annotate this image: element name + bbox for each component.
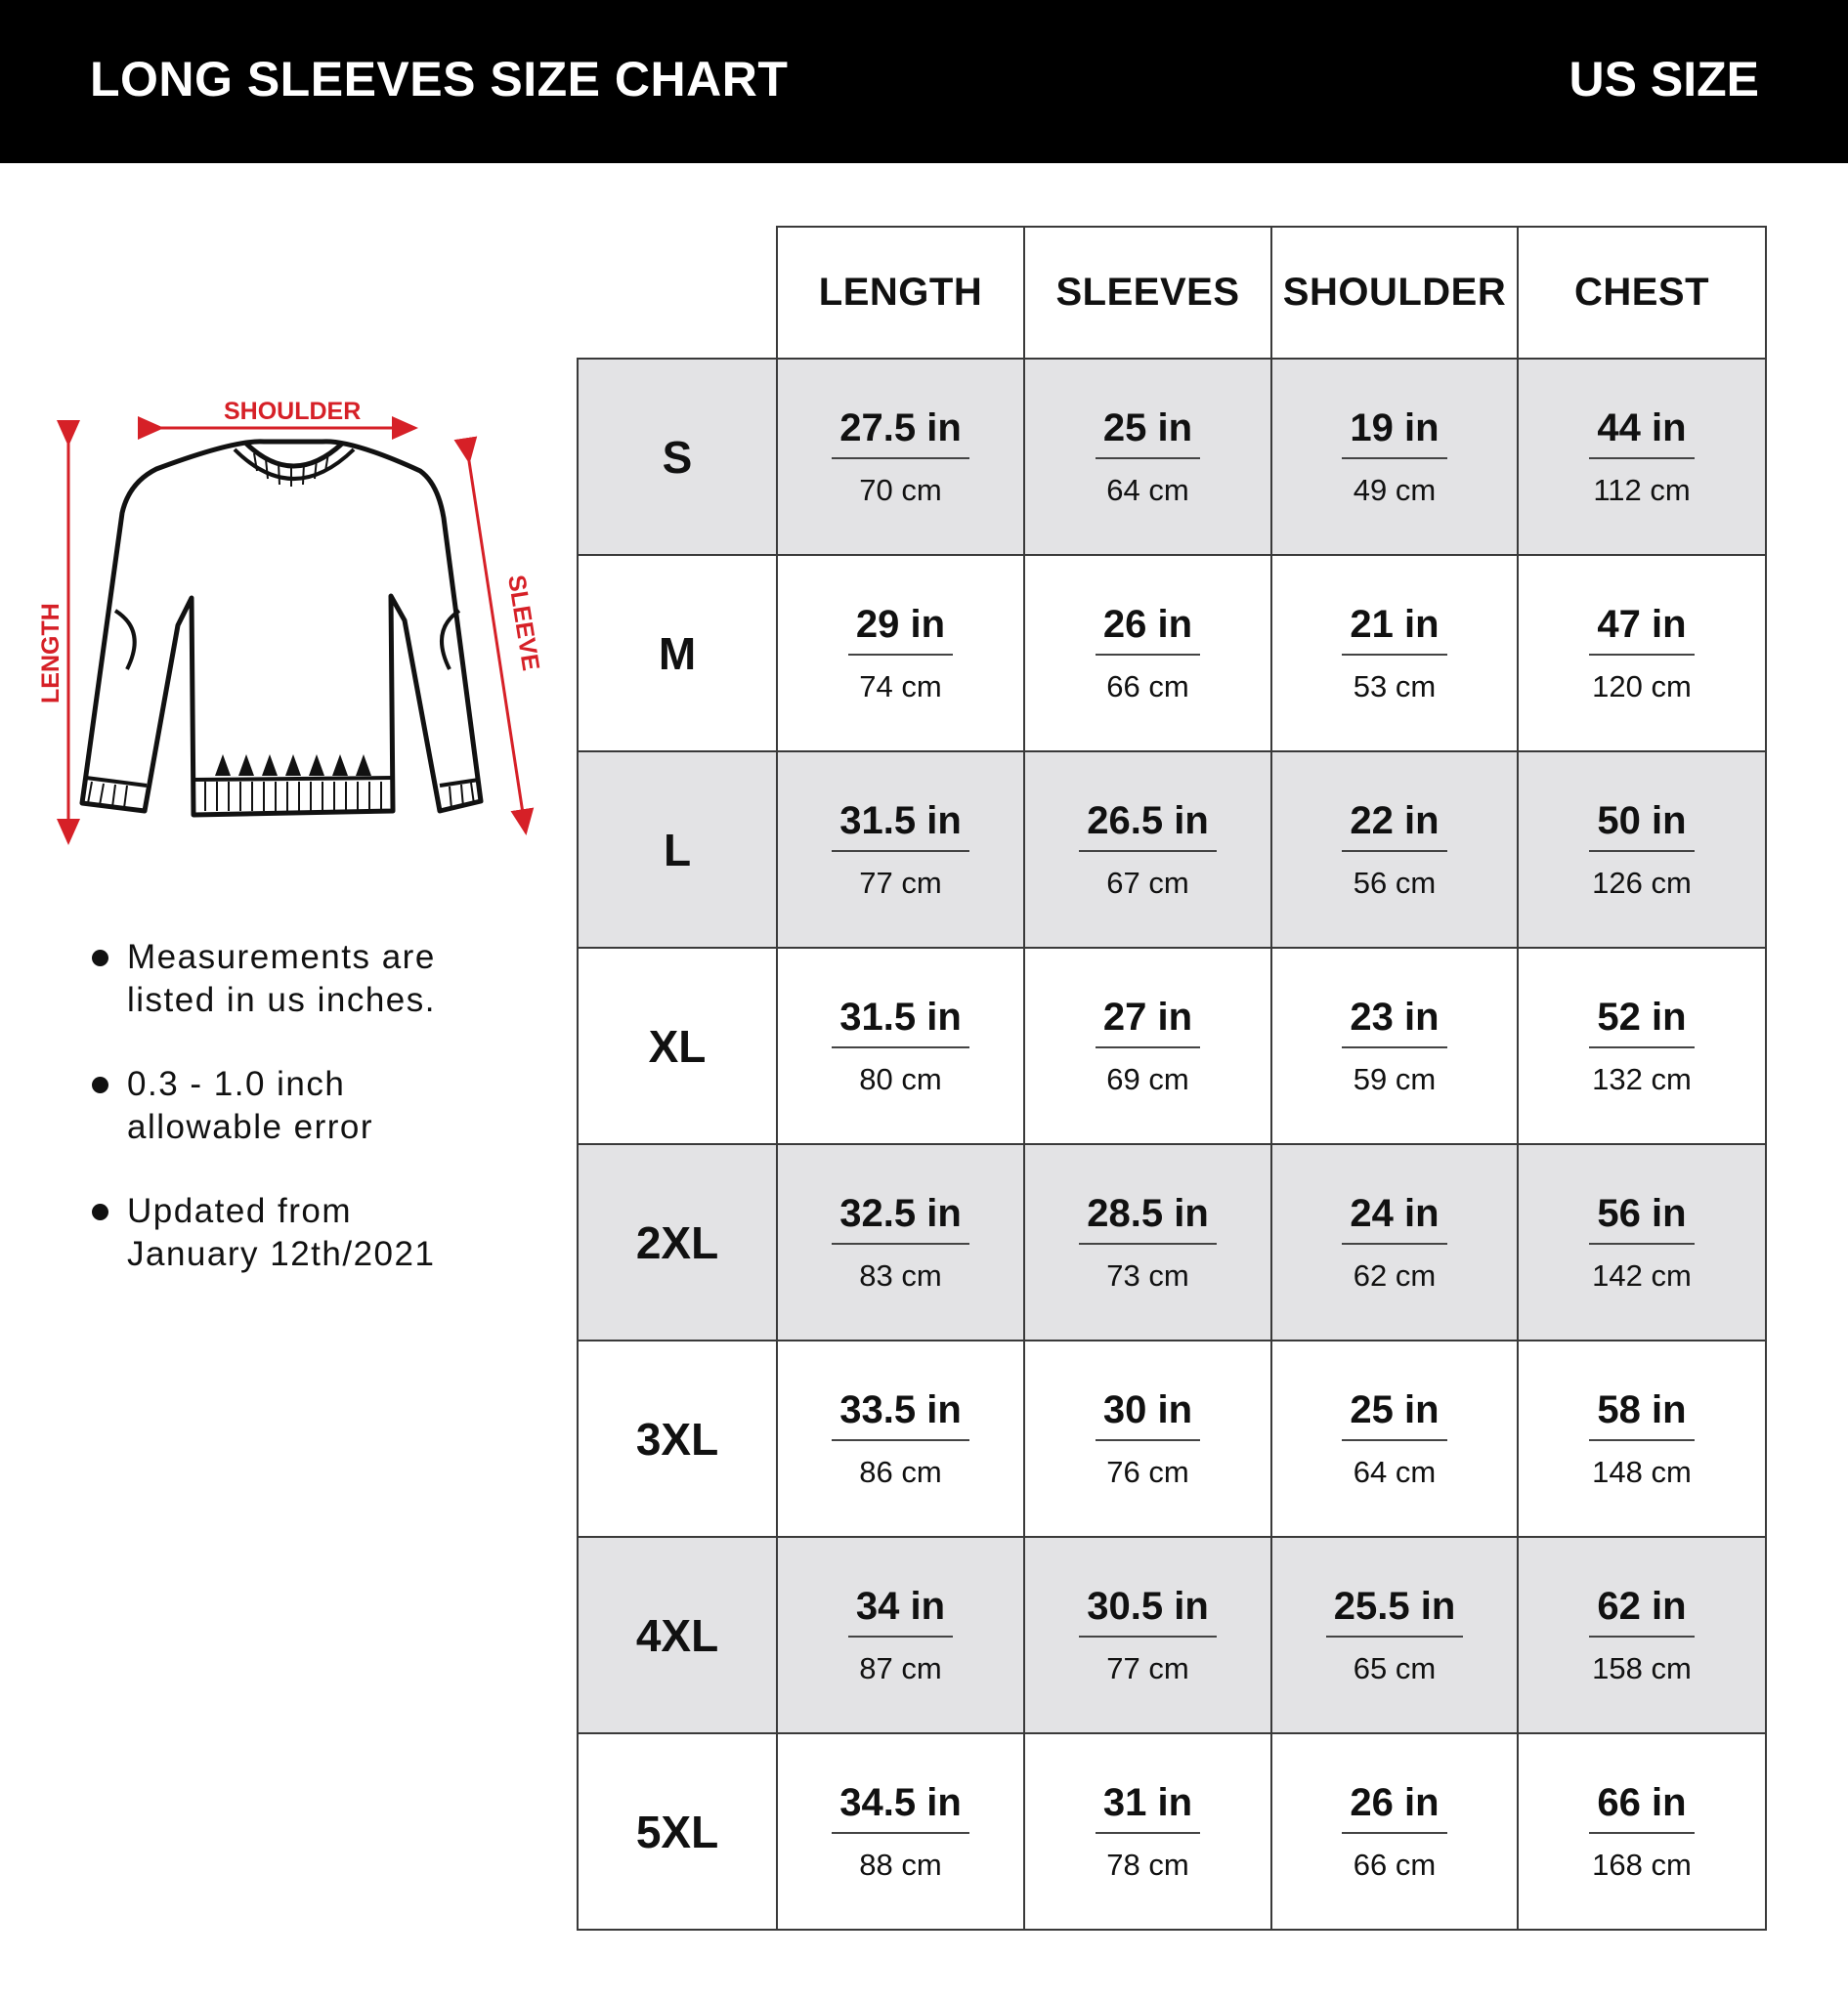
cm-value: 53 cm [1353, 668, 1437, 703]
measure-cell-shoulder [1271, 1733, 1518, 1930]
table-corner [578, 227, 777, 359]
size-label: 3XL [578, 1341, 777, 1537]
inch-value: 19 in [1342, 406, 1446, 459]
measure-value [832, 1192, 969, 1294]
note-item [84, 1190, 553, 1276]
table-row [578, 1537, 1766, 1733]
measure-cell-sleeves [1024, 359, 1271, 555]
cm-value: 76 cm [1106, 1454, 1189, 1489]
measure-value [1342, 799, 1446, 901]
inch-value: 25 in [1096, 406, 1200, 459]
table-row [578, 1144, 1766, 1341]
measure-cell-shoulder [1271, 751, 1518, 948]
inch-value: 24 in [1342, 1192, 1446, 1245]
page-title: LONG SLEEVES SIZE CHART [90, 52, 789, 106]
measure-value [832, 406, 969, 508]
table-row [578, 555, 1766, 751]
measure-cell-sleeves [1024, 948, 1271, 1144]
table-row [578, 1341, 1766, 1537]
inch-value: 33.5 in [832, 1388, 969, 1441]
measure-value [1589, 799, 1694, 901]
inch-value: 25.5 in [1326, 1585, 1464, 1638]
inch-value: 47 in [1589, 603, 1694, 656]
cm-value: 86 cm [859, 1454, 942, 1489]
cm-value: 62 cm [1353, 1257, 1437, 1293]
cm-value: 132 cm [1592, 1061, 1692, 1096]
inch-value: 29 in [848, 603, 953, 656]
measure-cell-length [777, 1341, 1024, 1537]
measure-value [1589, 1585, 1694, 1686]
cm-value: 77 cm [1106, 1650, 1189, 1685]
inch-value: 31 in [1096, 1781, 1200, 1834]
cm-value: 66 cm [1106, 668, 1189, 703]
measure-value [1079, 1192, 1217, 1294]
measure-value [1589, 1781, 1694, 1883]
measure-cell-chest [1518, 1341, 1766, 1537]
measure-cell-chest [1518, 1144, 1766, 1341]
inch-value: 31.5 in [832, 996, 969, 1048]
measure-cell-chest [1518, 555, 1766, 751]
measure-value [1342, 406, 1446, 508]
measure-value [1589, 603, 1694, 704]
size-label: XL [578, 948, 777, 1144]
inch-value: 58 in [1589, 1388, 1694, 1441]
cm-value: 74 cm [859, 668, 942, 703]
column-header-chest: CHEST [1518, 227, 1766, 359]
inch-value: 26 in [1096, 603, 1200, 656]
measure-cell-chest [1518, 359, 1766, 555]
sweater-diagram [29, 391, 557, 860]
measure-value [1096, 996, 1200, 1097]
measure-cell-shoulder [1271, 359, 1518, 555]
table-row [578, 359, 1766, 555]
note-item [84, 936, 553, 1022]
cm-value: 64 cm [1353, 1454, 1437, 1489]
measure-value [1079, 799, 1217, 901]
cm-value: 78 cm [1106, 1847, 1189, 1882]
size-label: 2XL [578, 1144, 777, 1341]
cm-value: 73 cm [1106, 1257, 1189, 1293]
cm-value: 49 cm [1353, 472, 1437, 507]
measure-value [1079, 1585, 1217, 1686]
cm-value: 87 cm [859, 1650, 942, 1685]
size-label: S [578, 359, 777, 555]
measure-cell-sleeves [1024, 1537, 1271, 1733]
column-header-shoulder: SHOULDER [1271, 227, 1518, 359]
measure-cell-shoulder [1271, 555, 1518, 751]
column-header-sleeves: SLEEVES [1024, 227, 1271, 359]
inch-value: 50 in [1589, 799, 1694, 852]
cm-value: 77 cm [859, 865, 942, 900]
size-region-label: US SIZE [1569, 52, 1759, 106]
cm-value: 126 cm [1592, 865, 1692, 900]
cm-value: 69 cm [1106, 1061, 1189, 1096]
measure-cell-shoulder [1271, 948, 1518, 1144]
cm-value: 83 cm [859, 1257, 942, 1293]
measure-value [1589, 1388, 1694, 1490]
sleeve-dimension-label: SLEEVE [502, 573, 545, 673]
inch-value: 21 in [1342, 603, 1446, 656]
size-label: L [578, 751, 777, 948]
measure-cell-shoulder [1271, 1144, 1518, 1341]
measure-cell-shoulder [1271, 1537, 1518, 1733]
measure-cell-length [777, 555, 1024, 751]
measure-cell-chest [1518, 751, 1766, 948]
inch-value: 27.5 in [832, 406, 969, 459]
measure-value [1342, 603, 1446, 704]
table-row [578, 751, 1766, 948]
size-label: 4XL [578, 1537, 777, 1733]
inch-value: 62 in [1589, 1585, 1694, 1638]
size-chart-table [577, 226, 1767, 1931]
inch-value: 34.5 in [832, 1781, 969, 1834]
inch-value: 23 in [1342, 996, 1446, 1048]
measure-value [832, 1388, 969, 1490]
measure-value [1096, 1781, 1200, 1883]
note-text: 0.3 - 1.0 inch allowable error [127, 1065, 374, 1146]
measure-cell-sleeves [1024, 1733, 1271, 1930]
inch-value: 26 in [1342, 1781, 1446, 1834]
cm-value: 67 cm [1106, 865, 1189, 900]
cm-value: 88 cm [859, 1847, 942, 1882]
cm-value: 59 cm [1353, 1061, 1437, 1096]
note-text: Updated from January 12th/2021 [127, 1192, 436, 1273]
inch-value: 25 in [1342, 1388, 1446, 1441]
measure-cell-chest [1518, 1537, 1766, 1733]
measure-value [1096, 1388, 1200, 1490]
inch-value: 34 in [848, 1585, 953, 1638]
cm-value: 64 cm [1106, 472, 1189, 507]
header-bar [0, 0, 1848, 163]
inch-value: 66 in [1589, 1781, 1694, 1834]
inch-value: 28.5 in [1079, 1192, 1217, 1245]
measure-cell-sleeves [1024, 1144, 1271, 1341]
table-row [578, 948, 1766, 1144]
inch-value: 32.5 in [832, 1192, 969, 1245]
bullet-icon [92, 1077, 108, 1093]
measure-value [1326, 1585, 1464, 1686]
measure-value [848, 603, 953, 704]
cm-value: 148 cm [1592, 1454, 1692, 1489]
shoulder-dimension-label: SHOULDER [224, 398, 362, 425]
measure-cell-length [777, 1144, 1024, 1341]
measure-cell-length [777, 948, 1024, 1144]
measure-value [1342, 1781, 1446, 1883]
length-dimension-label: LENGTH [37, 603, 64, 703]
measure-cell-shoulder [1271, 1341, 1518, 1537]
inch-value: 27 in [1096, 996, 1200, 1048]
cm-value: 66 cm [1353, 1847, 1437, 1882]
measure-value [1342, 1388, 1446, 1490]
note-item [84, 1063, 553, 1149]
measure-value [832, 996, 969, 1097]
cm-value: 142 cm [1592, 1257, 1692, 1293]
inch-value: 30.5 in [1079, 1585, 1217, 1638]
inch-value: 26.5 in [1079, 799, 1217, 852]
note-text: Measurements are listed in us inches. [127, 938, 436, 1019]
measure-cell-chest [1518, 1733, 1766, 1930]
inch-value: 30 in [1096, 1388, 1200, 1441]
measure-value [1342, 1192, 1446, 1294]
measure-cell-sleeves [1024, 555, 1271, 751]
measure-value [1589, 406, 1694, 508]
bullet-icon [92, 1204, 108, 1220]
bullet-icon [92, 950, 108, 966]
size-label: 5XL [578, 1733, 777, 1930]
inch-value: 52 in [1589, 996, 1694, 1048]
inch-value: 31.5 in [832, 799, 969, 852]
measure-value [832, 1781, 969, 1883]
cm-value: 158 cm [1592, 1650, 1692, 1685]
inch-value: 44 in [1589, 406, 1694, 459]
size-label: M [578, 555, 777, 751]
measure-cell-sleeves [1024, 1341, 1271, 1537]
inch-value: 22 in [1342, 799, 1446, 852]
cm-value: 112 cm [1593, 472, 1691, 507]
measure-cell-length [777, 359, 1024, 555]
measure-value [1589, 996, 1694, 1097]
measure-value [1342, 996, 1446, 1097]
measure-cell-length [777, 1537, 1024, 1733]
cm-value: 80 cm [859, 1061, 942, 1096]
cm-value: 168 cm [1592, 1847, 1692, 1882]
column-header-length: LENGTH [777, 227, 1024, 359]
table-row [578, 1733, 1766, 1930]
measure-value [1096, 603, 1200, 704]
measure-cell-sleeves [1024, 751, 1271, 948]
measure-value [1589, 1192, 1694, 1294]
sweater-outline-icon [29, 391, 557, 860]
measure-cell-length [777, 751, 1024, 948]
measure-cell-chest [1518, 948, 1766, 1144]
measure-value [832, 799, 969, 901]
measure-value [1096, 406, 1200, 508]
cm-value: 65 cm [1353, 1650, 1437, 1685]
cm-value: 56 cm [1353, 865, 1437, 900]
inch-value: 56 in [1589, 1192, 1694, 1245]
cm-value: 120 cm [1592, 668, 1692, 703]
cm-value: 70 cm [859, 472, 942, 507]
measure-value [848, 1585, 953, 1686]
notes-list [84, 936, 553, 1317]
table-header-row [578, 227, 1766, 359]
measure-cell-length [777, 1733, 1024, 1930]
